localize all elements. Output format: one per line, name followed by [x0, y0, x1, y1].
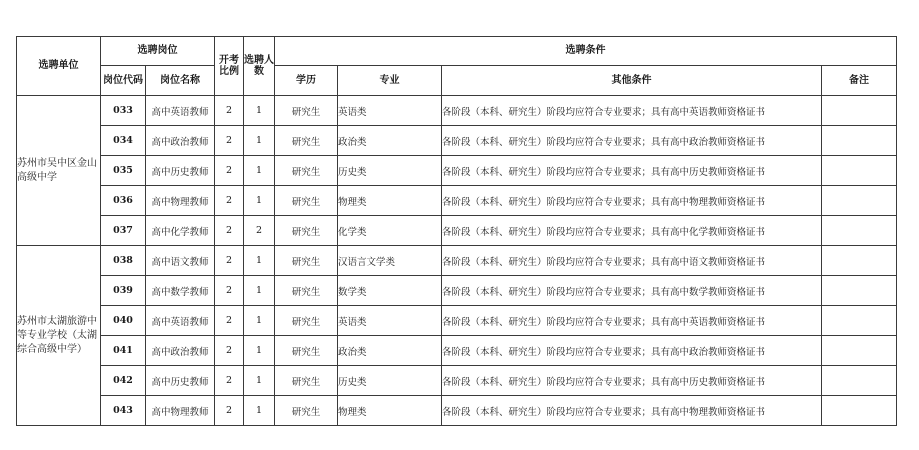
position-name-cell: 高中政治教师	[146, 126, 215, 156]
table-row	[17, 336, 897, 366]
remarks-cell	[822, 276, 897, 306]
remarks-cell	[822, 246, 897, 276]
ratio-cell: 2	[215, 366, 244, 396]
other-conditions-cell: 各阶段（本科、研究生）阶段均应符合专业要求；具有高中政治教师资格证书	[442, 126, 822, 156]
position-code-cell: 041	[101, 336, 146, 366]
major-cell: 政治类	[338, 126, 442, 156]
position-code-cell: 042	[101, 366, 146, 396]
remarks-cell	[822, 186, 897, 216]
header-position-group: 选聘岗位	[101, 37, 215, 66]
count-cell: 1	[244, 156, 275, 186]
major-cell: 数学类	[338, 276, 442, 306]
table-row	[17, 126, 897, 156]
other-conditions-cell: 各阶段（本科、研究生）阶段均应符合专业要求；具有高中语文教师资格证书	[442, 246, 822, 276]
remarks-cell	[822, 366, 897, 396]
position-name-cell: 高中历史教师	[146, 366, 215, 396]
major-cell: 汉语言文学类	[338, 246, 442, 276]
education-cell: 研究生	[275, 336, 338, 366]
table-row	[17, 276, 897, 306]
ratio-cell: 2	[215, 306, 244, 336]
remarks-cell	[822, 306, 897, 336]
education-cell: 研究生	[275, 186, 338, 216]
other-conditions-cell: 各阶段（本科、研究生）阶段均应符合专业要求；具有高中英语教师资格证书	[442, 96, 822, 126]
header-name: 岗位名称	[146, 66, 215, 96]
unit-name-cell: 苏州市吴中区金山高级中学	[17, 96, 101, 246]
major-cell: 英语类	[338, 96, 442, 126]
position-name-cell: 高中物理教师	[146, 186, 215, 216]
remarks-cell	[822, 156, 897, 186]
other-conditions-cell: 各阶段（本科、研究生）阶段均应符合专业要求；具有高中历史教师资格证书	[442, 156, 822, 186]
ratio-cell: 2	[215, 186, 244, 216]
position-code-cell: 043	[101, 396, 146, 426]
other-conditions-cell: 各阶段（本科、研究生）阶段均应符合专业要求；具有高中历史教师资格证书	[442, 366, 822, 396]
other-conditions-cell: 各阶段（本科、研究生）阶段均应符合专业要求；具有高中化学教师资格证书	[442, 216, 822, 246]
header-other: 其他条件	[442, 66, 822, 96]
education-cell: 研究生	[275, 276, 338, 306]
count-cell: 2	[244, 216, 275, 246]
count-cell: 1	[244, 276, 275, 306]
other-conditions-cell: 各阶段（本科、研究生）阶段均应符合专业要求；具有高中物理教师资格证书	[442, 396, 822, 426]
ratio-cell: 2	[215, 216, 244, 246]
count-cell: 1	[244, 126, 275, 156]
table-row	[17, 366, 897, 396]
header-row-1	[17, 37, 897, 66]
table-row	[17, 216, 897, 246]
major-cell: 历史类	[338, 156, 442, 186]
remarks-cell	[822, 336, 897, 366]
education-cell: 研究生	[275, 396, 338, 426]
header-row-2	[17, 66, 897, 96]
table-row	[17, 306, 897, 336]
header-education: 学历	[275, 66, 338, 96]
position-code-cell: 035	[101, 156, 146, 186]
other-conditions-cell: 各阶段（本科、研究生）阶段均应符合专业要求；具有高中英语教师资格证书	[442, 306, 822, 336]
position-name-cell: 高中化学教师	[146, 216, 215, 246]
other-conditions-cell: 各阶段（本科、研究生）阶段均应符合专业要求；具有高中政治教师资格证书	[442, 336, 822, 366]
count-cell: 1	[244, 96, 275, 126]
header-ratio: 开考比例	[215, 37, 244, 96]
major-cell: 物理类	[338, 186, 442, 216]
count-cell: 1	[244, 366, 275, 396]
table-row	[17, 156, 897, 186]
ratio-cell: 2	[215, 156, 244, 186]
count-cell: 1	[244, 306, 275, 336]
count-cell: 1	[244, 186, 275, 216]
header-unit: 选聘单位	[17, 37, 101, 96]
major-cell: 物理类	[338, 396, 442, 426]
header-remarks: 备注	[822, 66, 897, 96]
ratio-cell: 2	[215, 336, 244, 366]
ratio-cell: 2	[215, 246, 244, 276]
header-count: 选聘人数	[244, 37, 275, 96]
position-name-cell: 高中历史教师	[146, 156, 215, 186]
table-row	[17, 246, 897, 276]
table-row	[17, 186, 897, 216]
ratio-cell: 2	[215, 276, 244, 306]
major-cell: 化学类	[338, 216, 442, 246]
header-conditions-group: 选聘条件	[275, 37, 897, 66]
position-code-cell: 037	[101, 216, 146, 246]
position-name-cell: 高中英语教师	[146, 96, 215, 126]
position-name-cell: 高中政治教师	[146, 336, 215, 366]
header-code: 岗位代码	[101, 66, 146, 96]
education-cell: 研究生	[275, 126, 338, 156]
education-cell: 研究生	[275, 216, 338, 246]
count-cell: 1	[244, 246, 275, 276]
position-code-cell: 039	[101, 276, 146, 306]
education-cell: 研究生	[275, 96, 338, 126]
table-row	[17, 396, 897, 426]
major-cell: 政治类	[338, 336, 442, 366]
position-code-cell: 036	[101, 186, 146, 216]
position-code-cell: 038	[101, 246, 146, 276]
position-name-cell: 高中数学教师	[146, 276, 215, 306]
table-row	[17, 96, 897, 126]
ratio-cell: 2	[215, 126, 244, 156]
remarks-cell	[822, 96, 897, 126]
position-code-cell: 034	[101, 126, 146, 156]
education-cell: 研究生	[275, 246, 338, 276]
position-code-cell: 040	[101, 306, 146, 336]
header-major: 专业	[338, 66, 442, 96]
table-body	[17, 96, 897, 426]
recruitment-table	[16, 36, 897, 426]
ratio-cell: 2	[215, 396, 244, 426]
major-cell: 历史类	[338, 366, 442, 396]
education-cell: 研究生	[275, 156, 338, 186]
count-cell: 1	[244, 396, 275, 426]
position-name-cell: 高中英语教师	[146, 306, 215, 336]
position-name-cell: 高中物理教师	[146, 396, 215, 426]
remarks-cell	[822, 216, 897, 246]
other-conditions-cell: 各阶段（本科、研究生）阶段均应符合专业要求；具有高中数学教师资格证书	[442, 276, 822, 306]
remarks-cell	[822, 126, 897, 156]
remarks-cell	[822, 396, 897, 426]
unit-name-cell: 苏州市太湖旅游中等专业学校（太湖综合高级中学）	[17, 246, 101, 426]
position-name-cell: 高中语文教师	[146, 246, 215, 276]
position-code-cell: 033	[101, 96, 146, 126]
count-cell: 1	[244, 336, 275, 366]
education-cell: 研究生	[275, 366, 338, 396]
major-cell: 英语类	[338, 306, 442, 336]
education-cell: 研究生	[275, 306, 338, 336]
other-conditions-cell: 各阶段（本科、研究生）阶段均应符合专业要求；具有高中物理教师资格证书	[442, 186, 822, 216]
ratio-cell: 2	[215, 96, 244, 126]
